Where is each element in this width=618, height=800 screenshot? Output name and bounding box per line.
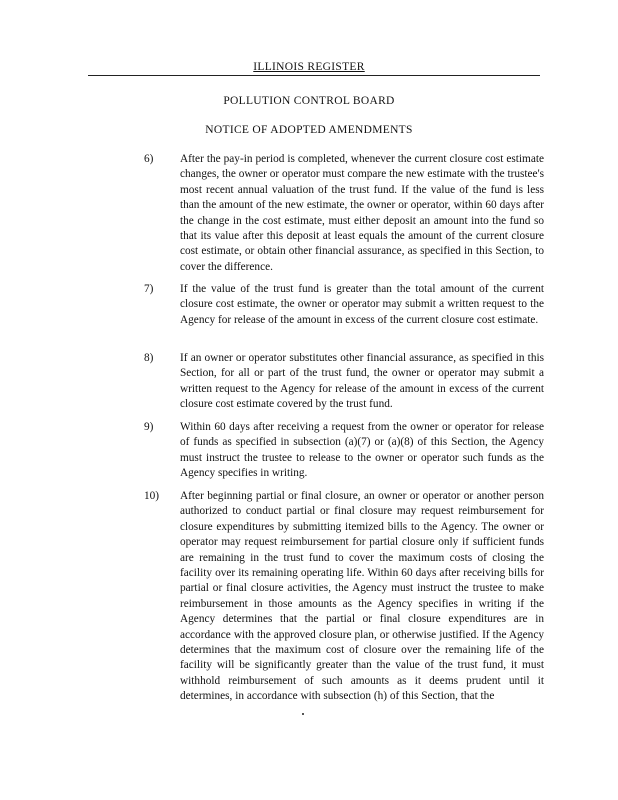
page-mark bbox=[302, 713, 304, 715]
paragraph-text: Within 60 days after receiving a request from the owner or operator for release of funds as specified in subsection (a)(7) or (a)(8) of this Section, the Agency must instruct the trustee to release to the owner or operator such funds as the Agency specifies in writing. bbox=[180, 421, 544, 480]
paragraph-text: After beginning partial or final closure, an owner or operator or another person authorized to conduct partial or final closure may request reimbursement for closure expenditures by submitting itemized bills to the Agency. The owner or operator may request reimbursement for partial closure only if sufficient funds are remaining in the trust fund to cover the maximum costs of closing the facility over its remaining operating life. Within 60 days after receiving bills for partial or final closure activities, the Agency must instruct the trustee to make reimbursement in those amounts as the Agency specifies in writing if the Agency determines that the partial or final closure expenditures are in accordance with the approved closure plan, or otherwise justified. If the Agency determines that the maximum cost of closure over the remaining life of the facility will be significantly greater than the value of the trust fund, it must withhold reimbursement of such amounts as it deems prudent until it determines, in accordance with subsection (h) of this Section, that the bbox=[180, 490, 544, 703]
paragraph-text: After the pay-in period is completed, whenever the current closure cost estimate changes, the owner or operator must compare the new estimate with the trustee's most recent annual valuation of the trust fund. If the value of the fund is less than the amount of the new estimate, the owner or operator, within 60 days after the change in the cost estimate, must either deposit an amount into the fund so that its value after this deposit at least equals the amount of the current closure cost estimate, or obtain other financial assurance, as specified in this Section, to cover the difference. bbox=[180, 153, 544, 273]
paragraph-text: If the value of the trust fund is greater than the total amount of the current closure cost estimate, the owner or operator may submit a written request to the Agency for release of the amount in excess of the current closure cost estimate. bbox=[180, 283, 544, 326]
paragraph-number: 10) bbox=[144, 490, 160, 502]
header-rule bbox=[88, 75, 540, 76]
register-title: ILLINOIS REGISTER bbox=[253, 61, 365, 73]
paragraph-number: 9) bbox=[144, 421, 154, 433]
board-title: POLLUTION CONTROL BOARD bbox=[223, 95, 395, 107]
paragraph-number: 8) bbox=[144, 352, 154, 364]
paragraph-number: 7) bbox=[144, 283, 154, 295]
paragraph-text: If an owner or operator substitutes other financial assurance, as specified in this Section, for all or part of the trust fund, the owner or operator may submit a written request to the Agency for release of the amount in excess of the current closure cost estimate covered by the trust fund. bbox=[180, 352, 544, 411]
notice-title: NOTICE OF ADOPTED AMENDMENTS bbox=[205, 124, 413, 136]
paragraph-number: 6) bbox=[144, 153, 154, 165]
